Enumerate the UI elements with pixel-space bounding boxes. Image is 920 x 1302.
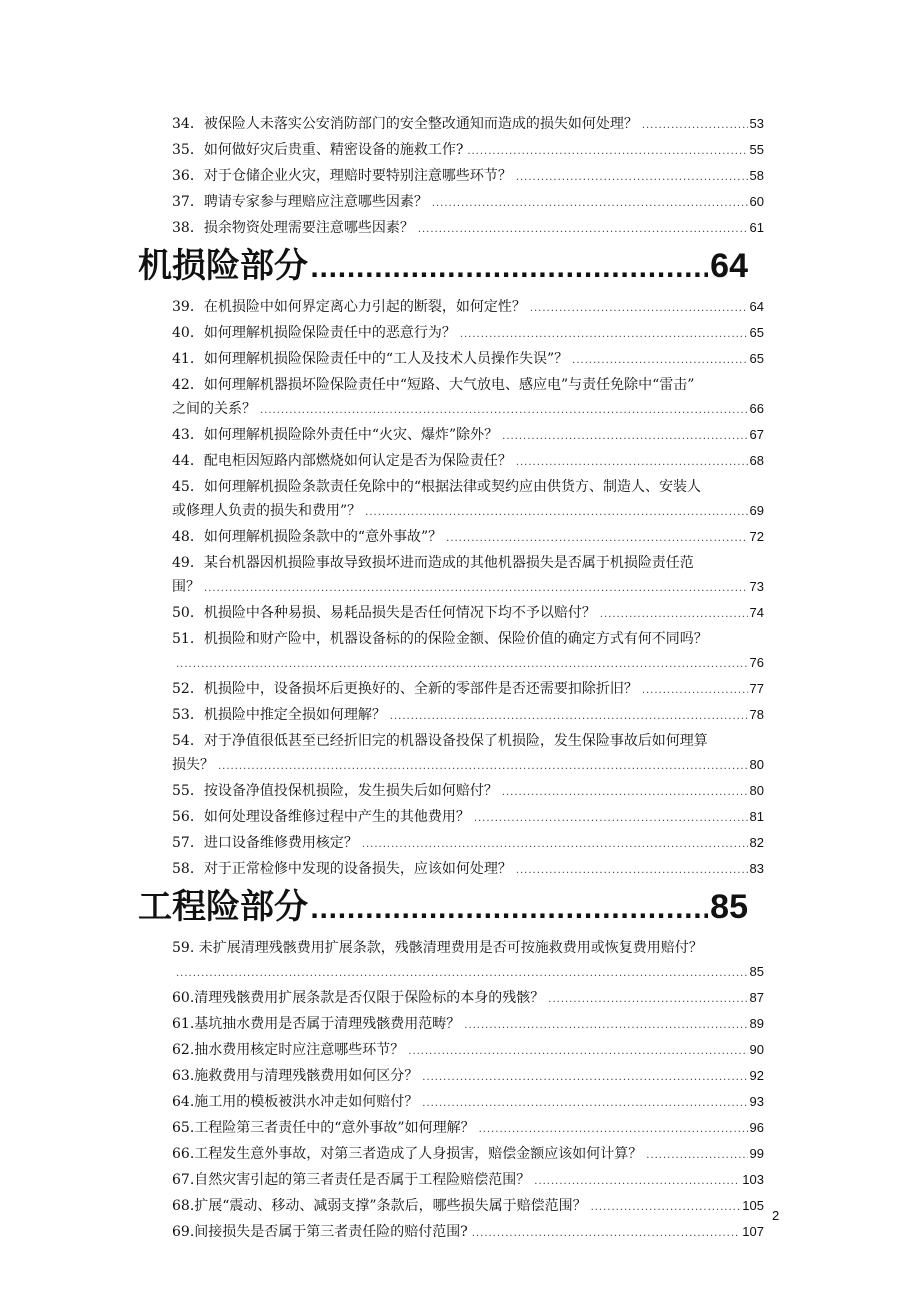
toc-entry[interactable]: 57．进口设备维修费用核定？ ..... 82 bbox=[172, 831, 764, 857]
toc-entry[interactable]: 69.间接损失是否属于第三者责任险的赔付范围? ..... 107 bbox=[172, 1220, 764, 1246]
toc-entry[interactable]: 61.基坑抽水费用是否属于清理残骸费用范畴？ ..... 89 bbox=[172, 1012, 764, 1038]
toc-entry[interactable]: 38．损余物资处理需要注意哪些因素？ ..... 61 bbox=[172, 216, 764, 242]
toc-entry[interactable]: 34．被保险人未落实公安消防部门的安全整改通知而造成的损失如何处理？ ..... 53 bbox=[172, 112, 764, 138]
toc-entry[interactable]: 66.工程发生意外事故，对第三者造成了人身损害，赔偿金额应该如何计算？ ..... 99 bbox=[172, 1142, 764, 1168]
toc-entry-wrapped[interactable]: 54．对于净值很低甚至已经折旧完的机器设备投保了机损险，发生保险事故后如何理算 损失？ ..... 80 bbox=[172, 729, 764, 779]
toc-entry[interactable]: 60.清理残骸费用扩展条款是否仅限于保险标的本身的残骸？ ..... 87 bbox=[172, 986, 764, 1012]
toc-entry[interactable]: 39．在机损险中如何界定离心力引起的断裂，如何定性？ ..... 64 bbox=[172, 295, 764, 321]
toc-entry[interactable]: 44．配电柜因短路内部燃烧如何认定是否为保险责任？ ..... 68 bbox=[172, 449, 764, 475]
table-of-contents bbox=[138, 112, 764, 1246]
toc-entry[interactable]: 41．如何理解机损险保险责任中的“工人及技术人员操作失误”？ ..... 65 bbox=[172, 347, 764, 373]
toc-entry[interactable]: 68.扩展“震动、移动、减弱支撑”条款后，哪些损失属于赔偿范围？ ..... 105 bbox=[172, 1194, 764, 1220]
section-heading-engineering[interactable]: 工程险部分 ..... 85 bbox=[138, 883, 748, 934]
toc-entry[interactable]: 36．对于仓储企业火灾，理赔时要特别注意哪些环节？ ..... 58 bbox=[172, 164, 764, 190]
toc-entry-wrapped[interactable]: 59. 未扩展清理残骸费用扩展条款，残骸清理费用是否可按施救费用或恢复费用赔付？ ..... 85 bbox=[172, 936, 764, 986]
toc-entry[interactable]: 62.抽水费用核定时应注意哪些环节？ ..... 90 bbox=[172, 1038, 764, 1064]
toc-entry-wrapped[interactable]: 45．如何理解机损险条款责任免除中的“根据法律或契约应由供货方、制造人、安装人 或修理人负责的损失和费用”？ ..... 69 bbox=[172, 475, 764, 525]
toc-entry-wrapped[interactable]: 51．机损险和财产险中，机器设备标的的保险金额、保险价值的确定方式有何不同吗？ ..... 76 bbox=[172, 627, 764, 677]
toc-entry[interactable]: 52．机损险中，设备损坏后更换好的、全新的零部件是否还需要扣除折旧？ ..... 77 bbox=[172, 677, 764, 703]
toc-entry[interactable]: 48．如何理解机损险条款中的“意外事故”？ ..... 72 bbox=[172, 525, 764, 551]
toc-entry-wrapped[interactable]: 49．某台机器因机损险事故导致损坏进而造成的其他机器损失是否属于机损险责任范 围？ ..... 73 bbox=[172, 551, 764, 601]
toc-entry[interactable]: 65.工程险第三者责任中的“意外事故”如何理解？ ..... 96 bbox=[172, 1116, 764, 1142]
toc-entry[interactable]: 35．如何做好灾后贵重、精密设备的施救工作? ..... 55 bbox=[172, 138, 764, 164]
toc-entry[interactable]: 63.施救费用与清理残骸费用如何区分？ ..... 92 bbox=[172, 1064, 764, 1090]
page-number: 2 bbox=[772, 1208, 780, 1223]
toc-entry[interactable]: 37．聘请专家参与理赔应注意哪些因素？ ..... 60 bbox=[172, 190, 764, 216]
toc-entry[interactable]: 55．按设备净值投保机损险，发生损失后如何赔付？ ..... 80 bbox=[172, 779, 764, 805]
toc-entry[interactable]: 53．机损险中推定全损如何理解？ ..... 78 bbox=[172, 703, 764, 729]
section-heading-machinery[interactable]: 机损险部分 ..... 64 bbox=[138, 242, 748, 293]
toc-entry[interactable]: 58．对于正常检修中发现的设备损失，应该如何处理？ ..... 83 bbox=[172, 857, 764, 883]
toc-entry[interactable]: 50．机损险中各种易损、易耗品损失是否任何情况下均不予以赔付？ ..... 74 bbox=[172, 601, 764, 627]
toc-entry[interactable]: 43．如何理解机损险除外责任中“火灾、爆炸”除外？ ..... 67 bbox=[172, 423, 764, 449]
toc-entry[interactable]: 64.施工用的模板被洪水冲走如何赔付？ ..... 93 bbox=[172, 1090, 764, 1116]
toc-entry-wrapped[interactable]: 42．如何理解机器损坏险保险责任中“短路、大气放电、感应电”与责任免除中“雷击” 之间的关系？ ..... 66 bbox=[172, 373, 764, 423]
toc-entry[interactable]: 67.自然灾害引起的第三者责任是否属于工程险赔偿范围？ ..... 103 bbox=[172, 1168, 764, 1194]
toc-entry[interactable]: 40．如何理解机损险保险责任中的恶意行为？ ..... 65 bbox=[172, 321, 764, 347]
toc-entry[interactable]: 56．如何处理设备维修过程中产生的其他费用？ ..... 81 bbox=[172, 805, 764, 831]
